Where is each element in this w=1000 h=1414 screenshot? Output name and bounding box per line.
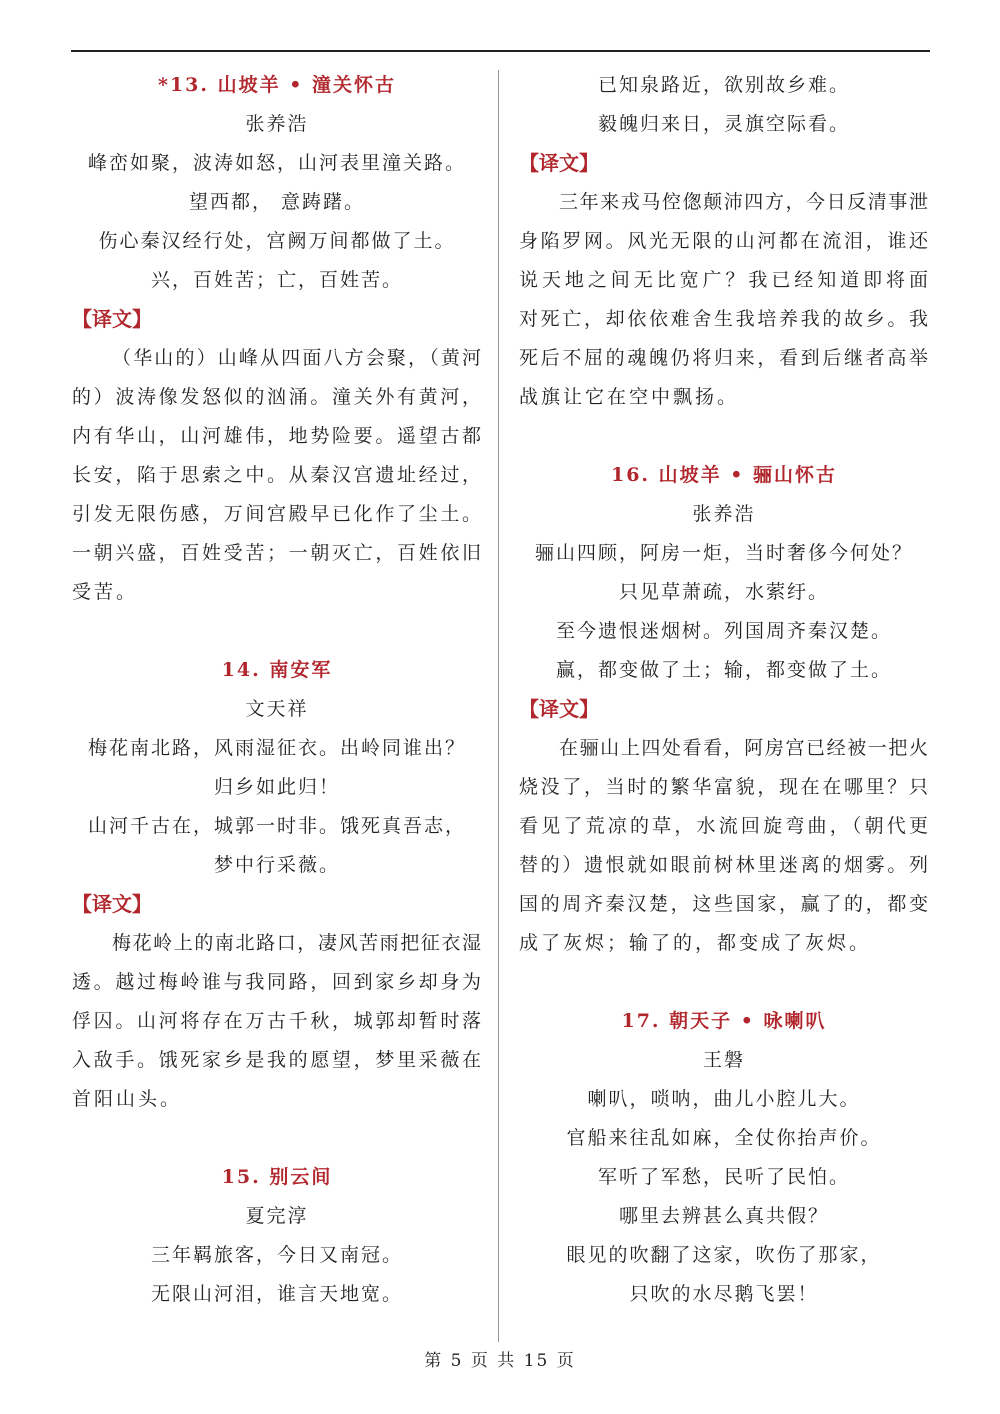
translation-line: 替的）遗恨就如眼前树林里迷离的烟雾。列 [519,854,929,876]
verse-line: 峰峦如聚，波涛如怒，山河表里潼关路。 [87,152,466,174]
translation-line: 成了灰烬；输了的，都变成了灰烬。 [519,932,872,954]
translation-line: 战旗让它在空中飘扬。 [519,386,740,408]
verse-line: 军听了军愁，民听了民怕。 [597,1166,850,1188]
translation-line: 内有华山，山河雄伟，地势险要。遥望古都 [72,425,482,447]
verse-line: 望西都， 意踌躇。 [188,191,366,213]
translation-line: 透。越过梅岭谁与我同路，回到家乡却身为 [72,971,482,993]
translation-line: 在骊山上四处看看，阿房宫已经被一把火 [559,737,929,759]
translation-line: 俘囚。山河将存在万古千秋，城郭却暂时落 [72,1010,482,1032]
verse-line: 毅魄归来日，灵旗空际看。 [597,113,850,135]
translation-line: 受苦。 [72,581,139,603]
spacer [519,963,929,1002]
translation-line: 烧没了，当时的繁华富貌，现在在哪里？只 [519,776,929,798]
translation-line: 看见了荒凉的草，水流回旋弯曲，（朝代更 [519,815,929,837]
verse-line: 梦中行采薇。 [213,854,340,876]
verse-line: 三年羁旅客，今日又南冠。 [150,1244,403,1266]
poem-title: 15. 别云间 [221,1166,333,1188]
verse-line: 喇叭，唢呐，曲儿小腔儿大。 [587,1088,861,1110]
translation-line: 入敌手。饿死家乡是我的愿望，梦里采薇在 [72,1049,482,1071]
right-column [519,66,929,1314]
poem-author: 王磐 [702,1049,745,1071]
verse-line: 眼见的吹翻了这家，吹伤了那家， [566,1244,882,1266]
verse-line: 哪里去辨甚么真共假？ [618,1205,829,1227]
translation-line: 对死亡，却依依难舍生我培养我的故乡。我 [519,308,929,330]
verse-line: 只见草萧疏，水萦纡。 [618,581,829,603]
translation-line: 死后不屈的魂魄仍将归来，看到后继者高举 [519,347,929,369]
verse-line: 伤心秦汉经行处，宫阙万间都做了土。 [98,230,456,252]
translation-label: 【译文】 [72,307,152,331]
verse-line: 赢，都变做了土；输，都变做了土。 [555,659,892,681]
translation-line: 身陷罗网。风光无限的山河都在流泪，谁还 [519,230,929,252]
verse-line: 骊山四顾，阿房一炬，当时奢侈今何处？ [534,542,913,564]
translation-line: 梅花岭上的南北路口，凄风苦雨把征衣湿 [112,932,482,954]
column-divider [498,70,499,1342]
translation-line: 一朝兴盛，百姓受苦；一朝灭亡，百姓依旧 [72,542,482,564]
poem-author: 夏完淳 [245,1205,309,1227]
poem-title: 16. 山坡羊 • 骊山怀古 [610,464,838,486]
verse-line: 梅花南北路，风雨湿征衣。出岭同谁出？ [87,737,466,759]
translation-line: 引发无限伤感，万间宫殿早已化作了尘土。 [72,503,482,525]
poem-author: 文天祥 [245,698,309,720]
verse-line: 只吹的水尽鹅飞罢！ [629,1283,819,1305]
translation-line: 首阳山头。 [72,1088,183,1110]
poem-author: 张养浩 [692,503,756,525]
verse-line: 已知泉路近，欲别故乡难。 [597,74,850,96]
translation-label: 【译文】 [72,892,152,916]
translation-line: 的）波涛像发怒似的汹涌。潼关外有黄河， [72,386,482,408]
verse-line: 兴，百姓苦；亡，百姓苦。 [150,269,403,291]
header-rule [71,50,930,52]
translation-line: 三年来戎马倥偬颠沛四方，今日反清事泄 [559,191,929,213]
verse-line: 官船来往乱如麻，全仗你抬声价。 [566,1127,882,1149]
translation-line: 说天地之间无比宽广？我已经知道即将面 [519,269,929,291]
page-number: 第 5 页 共 15 页 [424,1351,576,1371]
translation-line: （华山的）山峰从四面八方会聚，（黄河 [112,347,482,369]
translation-label: 【译文】 [519,697,599,721]
poem-title: *13. 山坡羊 • 潼关怀古 [158,74,396,96]
translation-line: 长安，陷于思索之中。从秦汉宫遗址经过， [72,464,482,486]
poem-title: 17. 朝天子 • 咏喇叭 [621,1010,827,1032]
left-column [72,66,482,1314]
translation-line: 国的周齐秦汉楚，这些国家，赢了的，都变 [519,893,929,915]
poem-author: 张养浩 [245,113,309,135]
verse-line: 无限山河泪，谁言天地宽。 [150,1283,403,1305]
spacer [72,612,482,651]
translation-label: 【译文】 [519,151,599,175]
verse-line: 山河千古在，城郭一时非。饿死真吾志， [87,815,466,837]
poem-title: 14. 南安军 [221,659,333,681]
verse-line: 至今遗恨迷烟树。列国周齐秦汉楚。 [555,620,892,642]
spacer [519,417,929,456]
verse-line: 归乡如此归！ [213,776,340,798]
spacer [72,1119,482,1158]
